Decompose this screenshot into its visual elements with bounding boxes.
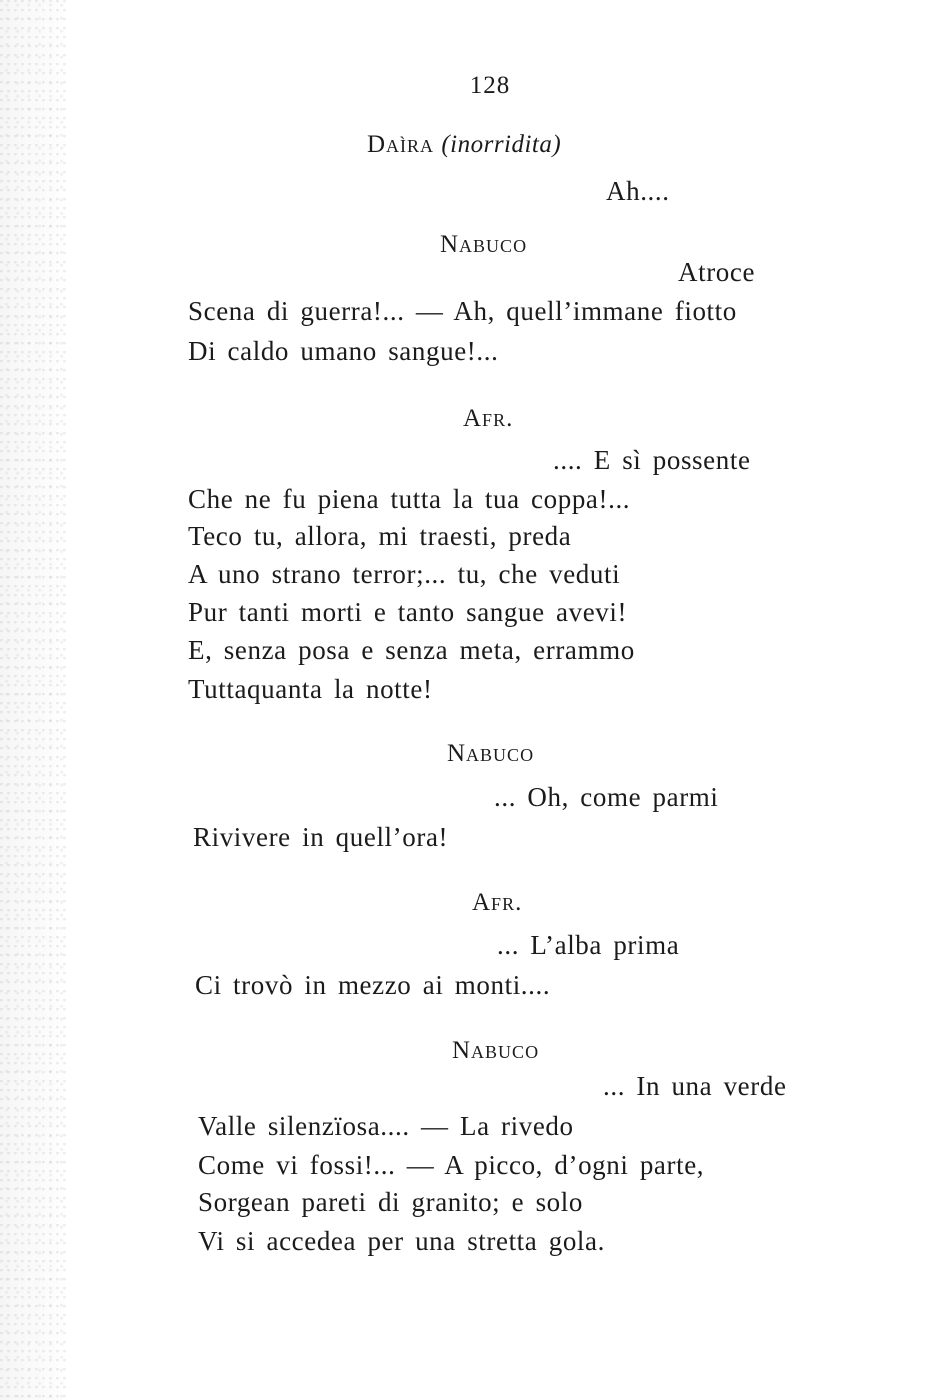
- verse-line: Valle silenzïosa.... — La rivedo: [198, 1111, 574, 1141]
- speaker-name: Nabuco: [440, 231, 528, 258]
- verse-line: Rivivere in quell’ora!: [193, 822, 449, 852]
- verse-line: Vi si accedea per una stretta gola.: [198, 1226, 605, 1256]
- speaker-name: Afr.: [463, 405, 514, 432]
- speaker-name: Afr.: [472, 889, 523, 916]
- verse-line: Atroce: [678, 257, 756, 287]
- page-number: 128: [469, 72, 511, 99]
- verse-line: A uno strano terror;... tu, che veduti: [188, 559, 621, 589]
- verse-line: ... In una verde: [603, 1071, 787, 1101]
- verse-line: Sorgean pareti di granito; e solo: [198, 1187, 583, 1217]
- verse-line: Teco tu, allora, mi traesti, preda: [188, 521, 572, 551]
- verse-line: ... L’alba prima: [497, 930, 680, 960]
- verse-line: Tuttaquanta la notte!: [188, 674, 433, 704]
- speaker-heading: [367, 131, 561, 159]
- verse-line: E, senza posa e senza meta, errammo: [188, 635, 635, 665]
- page-edge-shadow: [0, 0, 70, 1400]
- stage-direction: (inorridita): [441, 131, 562, 158]
- verse-line: Scena di guerra!... — Ah, quell’immane fiotto: [188, 296, 737, 326]
- speaker-name: Nabuco: [447, 740, 535, 767]
- verse-line: ... Oh, come parmi: [494, 782, 719, 812]
- verse-line: Che ne fu piena tutta la tua coppa!...: [188, 484, 631, 514]
- verse-line: Pur tanti morti e tanto sangue avevi!: [188, 597, 628, 627]
- verse-line: Ci trovò in mezzo ai monti....: [195, 970, 551, 1000]
- verse-line: Come vi fossi!... — A picco, d’ogni parte,: [198, 1150, 705, 1180]
- speaker-name: Nabuco: [452, 1037, 540, 1064]
- verse-line: Di caldo umano sangue!...: [188, 336, 499, 366]
- speaker-name: Daìra: [367, 131, 435, 158]
- verse-line: Ah....: [606, 176, 670, 206]
- verse-line: .... E sì possente: [553, 445, 751, 475]
